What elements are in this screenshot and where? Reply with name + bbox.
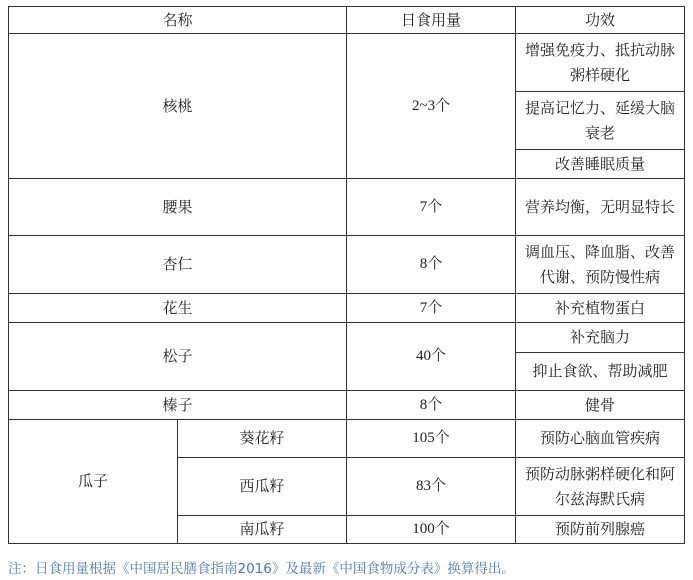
row-daily-pine-nut: 40个 xyxy=(347,323,516,391)
table-row xyxy=(9,391,685,420)
header-name: 名称 xyxy=(9,7,347,34)
row-name-hazelnut: 榛子 xyxy=(9,391,347,420)
row-name-almond: 杏仁 xyxy=(9,236,347,294)
row-effect-watermelon-seeds: 预防动脉粥样硬化和阿尔兹海默氏病 xyxy=(516,458,685,516)
table-row xyxy=(9,34,685,92)
header-effect: 功效 xyxy=(516,7,685,34)
row-name-walnut: 核桃 xyxy=(9,34,347,179)
table-header-row xyxy=(9,7,685,34)
row-effect-almond: 调血压、降血脂、改善代谢、预防慢性病 xyxy=(516,236,685,294)
row-name-pine-nut: 松子 xyxy=(9,323,347,391)
row-subname-watermelon-seeds: 西瓜籽 xyxy=(178,458,347,516)
row-daily-hazelnut: 8个 xyxy=(347,391,516,420)
row-daily-sunflower-seeds: 105个 xyxy=(347,420,516,458)
table-row xyxy=(9,236,685,294)
row-effect-walnut-3: 改善睡眠质量 xyxy=(516,150,685,179)
row-subname-sunflower-seeds: 葵花籽 xyxy=(178,420,347,458)
row-effect-walnut-1: 增强免疫力、抵抗动脉粥样硬化 xyxy=(516,34,685,92)
row-effect-sunflower-seeds: 预防心脑血管疾病 xyxy=(516,420,685,458)
row-effect-walnut-2: 提高记忆力、延缓大脑衰老 xyxy=(516,92,685,150)
nutrition-table xyxy=(8,6,685,544)
header-daily-amount: 日食用量 xyxy=(347,7,516,34)
row-daily-pumpkin-seeds: 100个 xyxy=(347,516,516,544)
row-effect-pine-nut-1: 补充脑力 xyxy=(516,323,685,353)
row-effect-peanut: 补充植物蛋白 xyxy=(516,294,685,323)
row-effect-cashew: 营养均衡，无明显特长 xyxy=(516,179,685,236)
table-row xyxy=(9,179,685,236)
row-daily-walnut: 2~3个 xyxy=(347,34,516,179)
row-daily-almond: 8个 xyxy=(347,236,516,294)
row-daily-cashew: 7个 xyxy=(347,179,516,236)
table-row xyxy=(9,294,685,323)
row-effect-pine-nut-2: 抑止食欲、帮助减肥 xyxy=(516,353,685,391)
row-effect-hazelnut: 健骨 xyxy=(516,391,685,420)
row-subname-pumpkin-seeds: 南瓜籽 xyxy=(178,516,347,544)
row-daily-watermelon-seeds: 83个 xyxy=(347,458,516,516)
table-row xyxy=(9,420,685,458)
row-daily-peanut: 7个 xyxy=(347,294,516,323)
row-name-cashew: 腰果 xyxy=(9,179,347,236)
table-row xyxy=(9,323,685,353)
row-effect-pumpkin-seeds: 预防前列腺癌 xyxy=(516,516,685,544)
footnote: 注：日食用量根据《中国居民膳食指南2016》及最新《中国食物成分表》换算得出。 xyxy=(8,561,515,577)
row-name-melon-seeds: 瓜子 xyxy=(9,420,178,544)
row-name-peanut: 花生 xyxy=(9,294,347,323)
